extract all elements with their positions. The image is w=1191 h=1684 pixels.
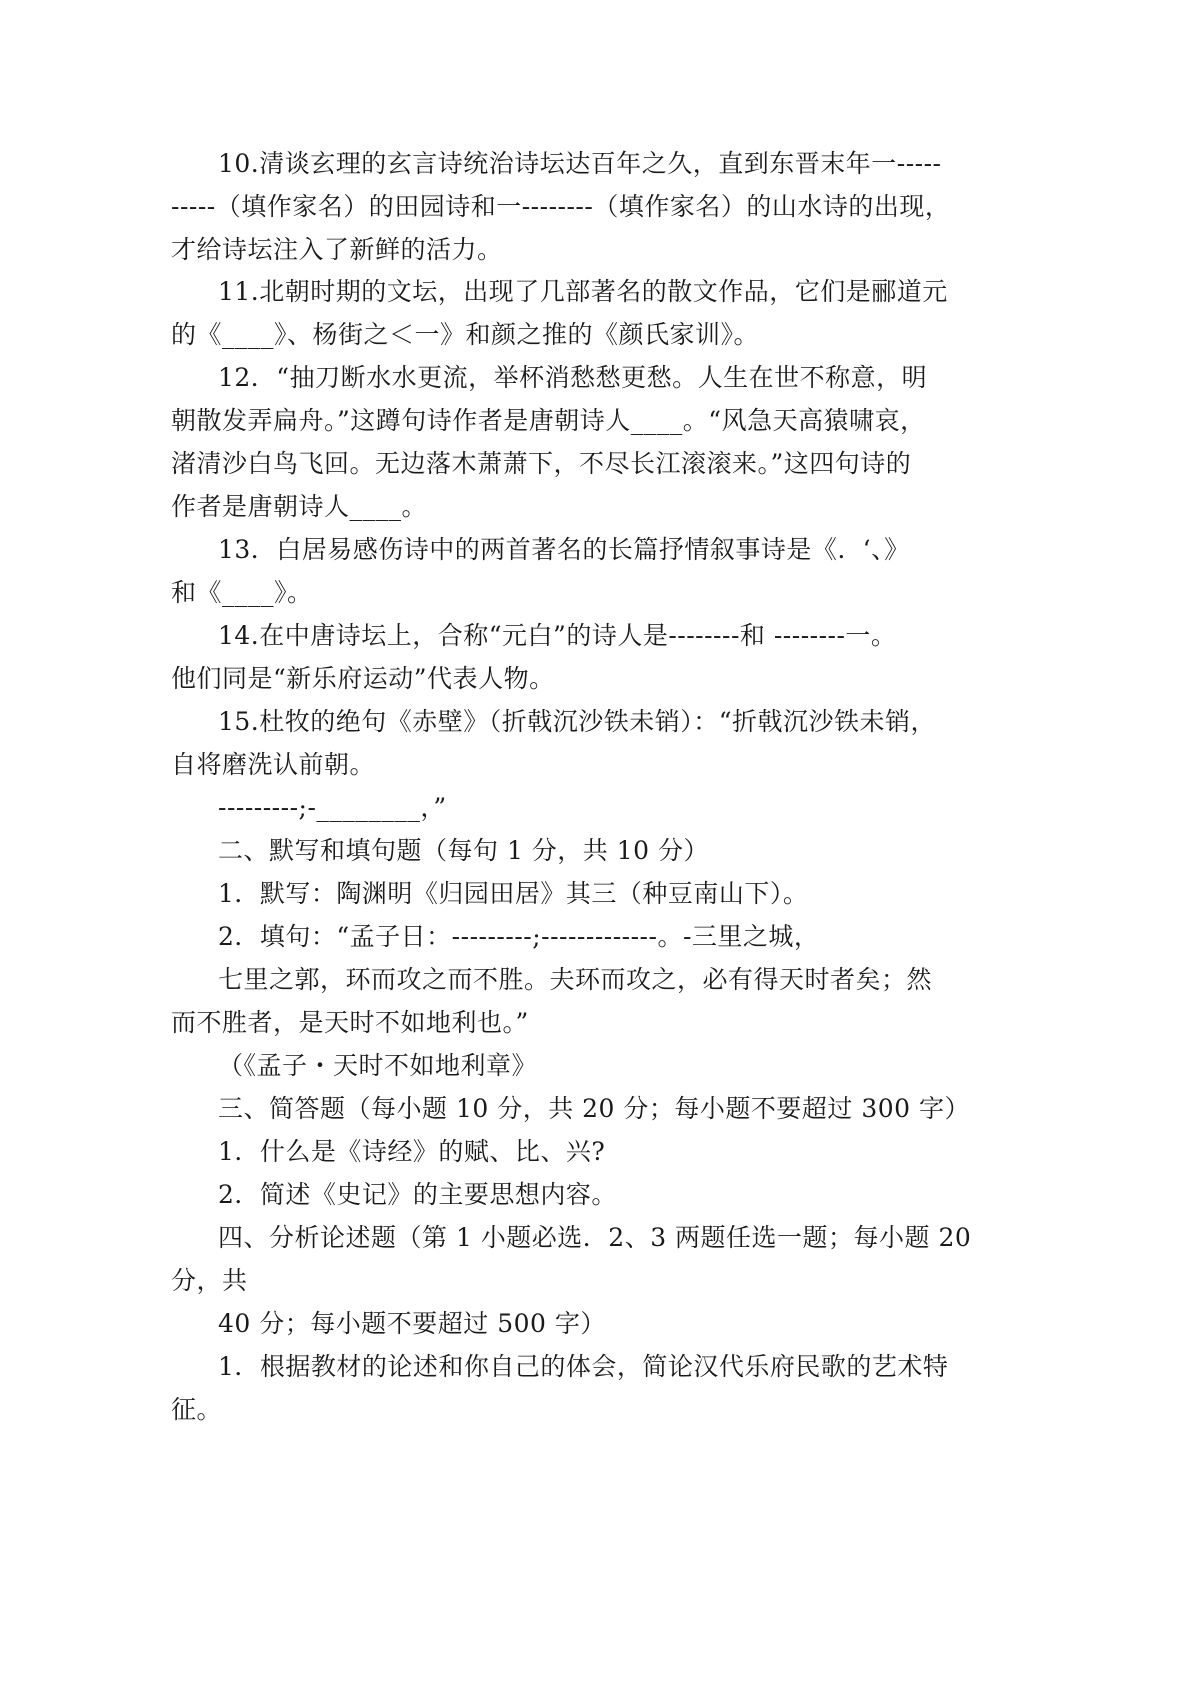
q11-line-1: 11.北朝时期的文坛，出现了几部著名的散文作品，它们是郦道元 xyxy=(218,277,948,306)
section-3-heading: 三、简答题（每小题 10 分，共 20 分；每小题不要超过 300 字） xyxy=(218,1094,971,1123)
q15-line-2: 自将磨洗认前朝。 xyxy=(171,750,376,779)
q12-line-3: 渚清沙白鸟飞回。无边落木萧萧下，不尽长江滚滚来。”这四句诗的 xyxy=(171,449,912,478)
q12-line-1: 12．“抽刀断水水更流，举杯消愁愁更愁。人生在世不称意，明 xyxy=(218,363,928,392)
q10-line-3: 才给诗坛注入了新鲜的活力。 xyxy=(171,235,503,264)
q15-blank-line: ---------;-________，” xyxy=(218,793,447,822)
q14-line-2: 他们同是“新乐府运动”代表人物。 xyxy=(171,664,555,693)
s3-q1-line: 1．什么是《诗经》的赋、比、兴? xyxy=(218,1137,606,1166)
q10-line-2: -----（填作家名）的田园诗和一--------（填作家名）的山水诗的出现， xyxy=(171,192,951,221)
s3-q2-line: 2．简述《史记》的主要思想内容。 xyxy=(218,1180,617,1209)
q15-line-1: 15.杜牧的绝句《赤壁》（折戟沉沙铁未销）：“折戟沉沙铁未销， xyxy=(218,707,937,736)
section-4-heading-line-1: 四、分析论述题（第 1 小题必选．2、3 两题任选一题；每小题 20 xyxy=(218,1223,972,1252)
q12-line-4: 作者是唐朝诗人____。 xyxy=(171,492,428,521)
s2-q1-line: 1．默写：陶渊明《归园田居》其三（种豆南山下）。 xyxy=(218,879,809,908)
q13-line-2: 和《____》。 xyxy=(171,578,313,607)
s4-q1-line-1: 1．根据教材的论述和你自己的体会，简论汉代乐府民歌的艺术特 xyxy=(218,1352,949,1381)
q12-line-2: 朝散发弄扁舟。”这蹲句诗作者是唐朝诗人____。“风急天高猿啸哀， xyxy=(171,406,926,435)
section-2-heading: 二、默写和填句题（每句 1 分，共 10 分） xyxy=(218,836,710,865)
s4-q1-line-2: 征。 xyxy=(171,1395,223,1424)
s2-q2-line-3: 而不胜者，是天时不如地利也。” xyxy=(171,1008,529,1037)
q14-line-1: 14.在中唐诗坛上，合称“元白”的诗人是--------和 --------一。 xyxy=(218,621,897,650)
q13-line-1: 13．白居易感伤诗中的两首著名的长篇抒情叙事诗是《. ‘、》 xyxy=(218,535,910,564)
s2-q2-line-2: 七里之郭，环而攻之而不胜。夫环而攻之，必有得天时者矣；然 xyxy=(218,965,933,994)
q11-line-2: 的《____》、杨街之＜一》和颜之推的《颜氏家训》。 xyxy=(171,320,760,349)
section-4-heading-line-3: 40 分；每小题不要超过 500 字） xyxy=(218,1309,606,1338)
s2-q2-line-1: 2．填句：“孟子日：---------;-------------。-三里之城， xyxy=(218,922,820,951)
s2-q2-source: （《孟子・天时不如地利章》 xyxy=(218,1051,538,1080)
q10-line-1: 10.清谈玄理的玄言诗统治诗坛达百年之久，直到东晋末年一----- xyxy=(218,149,942,178)
section-4-heading-line-2: 分，共 xyxy=(171,1266,248,1295)
